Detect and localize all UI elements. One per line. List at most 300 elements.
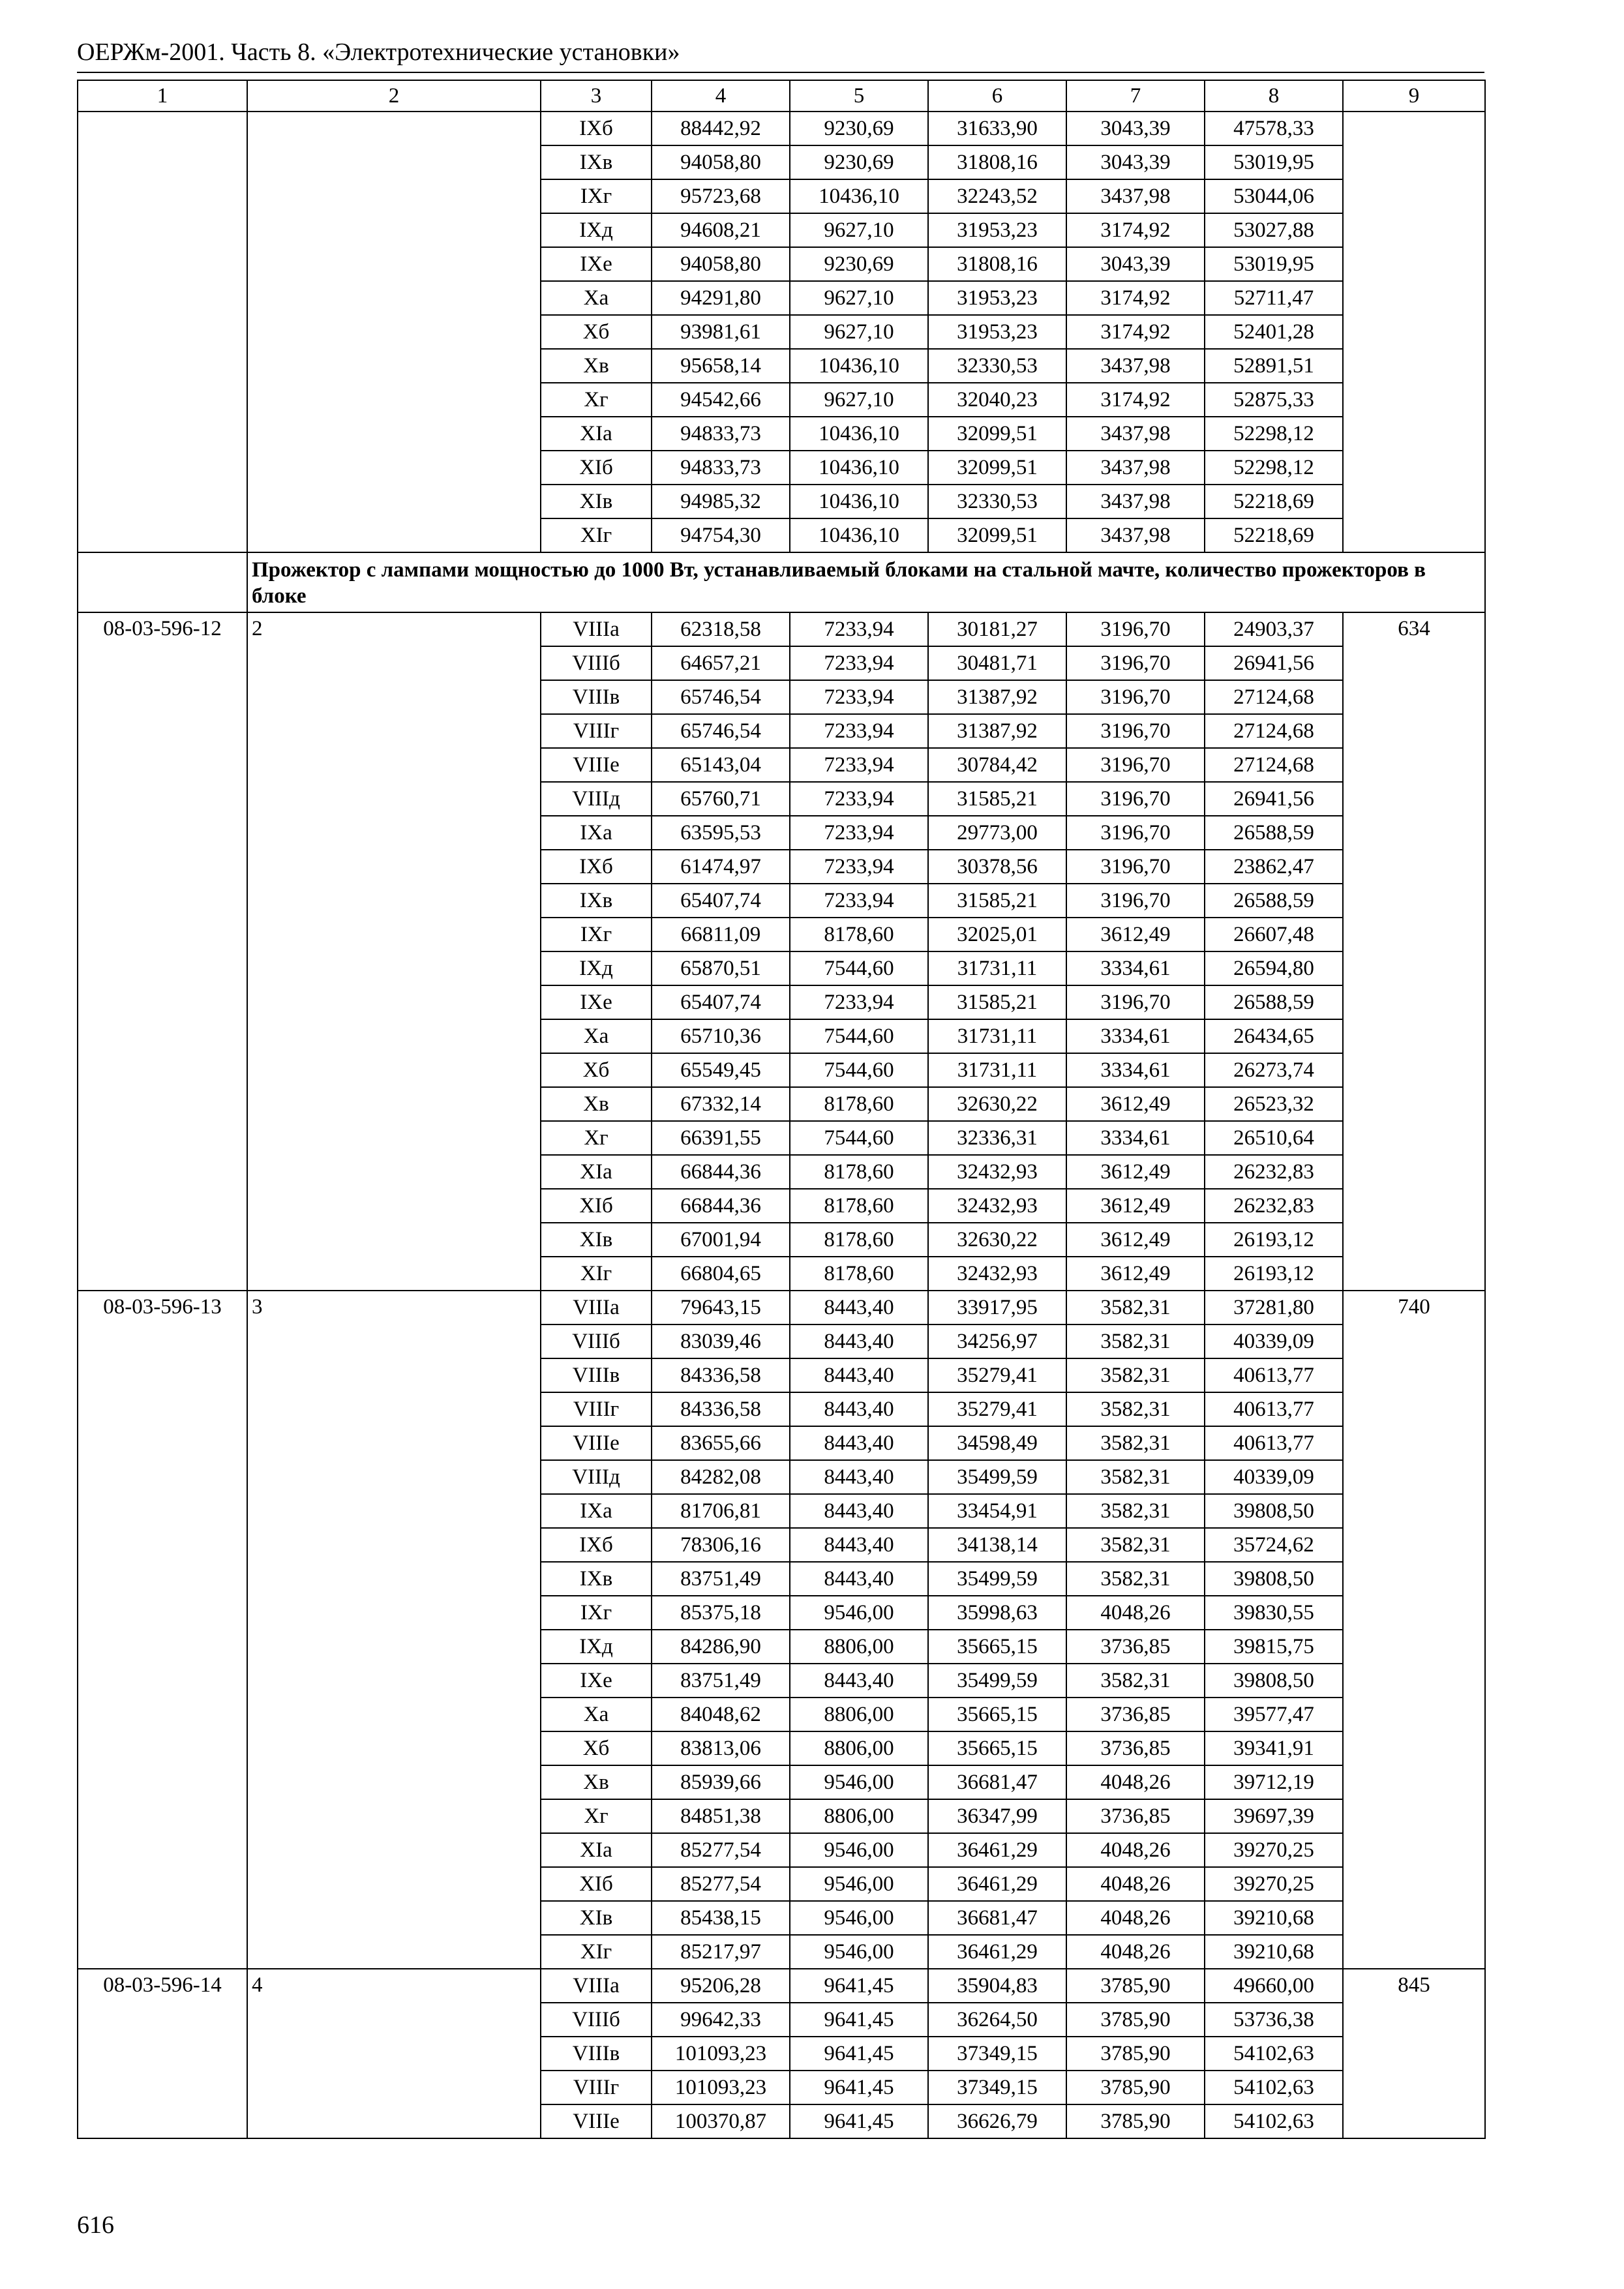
value-cell: 94754,30 [652, 518, 790, 552]
value-cell: 94833,73 [652, 451, 790, 485]
value-cell: 35279,41 [928, 1358, 1066, 1392]
value-cell: 3612,49 [1066, 1087, 1205, 1121]
value-cell: 7233,94 [790, 646, 928, 680]
zone-cell: VIIIа [541, 1291, 652, 1324]
value-cell: 7544,60 [790, 951, 928, 985]
value-cell: 9641,45 [790, 1969, 928, 2003]
value-cell: 52298,12 [1205, 451, 1343, 485]
column-header: 9 [1343, 80, 1485, 112]
page-header-title: ОЕРЖм-2001. Часть 8. «Электротехнические установки» [77, 38, 680, 66]
value-cell: 3437,98 [1066, 451, 1205, 485]
value-cell: 3582,31 [1066, 1528, 1205, 1562]
value-cell: 94542,66 [652, 383, 790, 417]
col9-value: 740 [1343, 1291, 1485, 1969]
value-cell: 32630,22 [928, 1087, 1066, 1121]
zone-cell: Xг [541, 1121, 652, 1155]
value-cell: 26594,80 [1205, 951, 1343, 985]
value-cell: 26941,56 [1205, 782, 1343, 816]
zone-cell: IXд [541, 213, 652, 247]
zone-cell: VIIIг [541, 2071, 652, 2104]
value-cell: 7233,94 [790, 816, 928, 850]
value-cell: 40339,09 [1205, 1460, 1343, 1494]
value-cell: 3785,90 [1066, 2003, 1205, 2037]
value-cell: 9230,69 [790, 145, 928, 179]
value-cell: 27124,68 [1205, 714, 1343, 748]
value-cell: 36681,47 [928, 1901, 1066, 1935]
value-cell: 94291,80 [652, 281, 790, 315]
rates-table [77, 80, 1486, 2139]
value-cell: 8443,40 [790, 1460, 928, 1494]
value-cell: 8443,40 [790, 1494, 928, 1528]
value-cell: 29773,00 [928, 816, 1066, 850]
value-cell: 100370,87 [652, 2104, 790, 2138]
value-cell: 52298,12 [1205, 417, 1343, 451]
value-cell: 47578,33 [1205, 112, 1343, 145]
value-cell: 3174,92 [1066, 383, 1205, 417]
value-cell: 26588,59 [1205, 816, 1343, 850]
value-cell: 32243,52 [928, 179, 1066, 213]
value-cell: 3334,61 [1066, 1019, 1205, 1053]
zone-cell: Xв [541, 1765, 652, 1799]
value-cell: 10436,10 [790, 485, 928, 518]
value-cell: 53019,95 [1205, 247, 1343, 281]
value-cell: 26193,12 [1205, 1223, 1343, 1257]
value-cell: 3582,31 [1066, 1426, 1205, 1460]
value-cell: 31731,11 [928, 1019, 1066, 1053]
value-cell: 52218,69 [1205, 485, 1343, 518]
value-cell: 3582,31 [1066, 1664, 1205, 1698]
value-cell: 7233,94 [790, 680, 928, 714]
value-cell: 32330,53 [928, 485, 1066, 518]
value-cell: 64657,21 [652, 646, 790, 680]
value-cell: 3334,61 [1066, 1053, 1205, 1087]
value-cell: 53044,06 [1205, 179, 1343, 213]
column-header: 8 [1205, 80, 1343, 112]
value-cell: 26607,48 [1205, 918, 1343, 951]
value-cell: 63595,53 [652, 816, 790, 850]
value-cell: 26941,56 [1205, 646, 1343, 680]
value-cell: 7233,94 [790, 612, 928, 646]
value-cell: 3582,31 [1066, 1291, 1205, 1324]
zone-cell: IXе [541, 1664, 652, 1698]
value-cell: 26588,59 [1205, 884, 1343, 918]
rate-code: 08-03-596-14 [78, 1969, 247, 2138]
value-cell: 7233,94 [790, 782, 928, 816]
section-title: Прожектор с лампами мощностью до 1000 Вт, устанавливаемый блоками на стальной мачте, количество прожекторов в блоке [247, 552, 1485, 612]
value-cell: 32040,23 [928, 383, 1066, 417]
value-cell: 3582,31 [1066, 1494, 1205, 1528]
zone-cell: XIг [541, 1935, 652, 1969]
value-cell: 3043,39 [1066, 145, 1205, 179]
value-cell: 66811,09 [652, 918, 790, 951]
value-cell: 10436,10 [790, 349, 928, 383]
value-cell: 8443,40 [790, 1664, 928, 1698]
value-cell: 39270,25 [1205, 1867, 1343, 1901]
value-cell: 3196,70 [1066, 816, 1205, 850]
column-number-row [78, 80, 1485, 112]
value-cell: 30784,42 [928, 748, 1066, 782]
zone-cell: XIа [541, 1155, 652, 1189]
value-cell: 66804,65 [652, 1257, 790, 1291]
value-cell: 67001,94 [652, 1223, 790, 1257]
table-row [78, 112, 1485, 145]
value-cell: 26193,12 [1205, 1257, 1343, 1291]
zone-cell: Xб [541, 315, 652, 349]
value-cell: 4048,26 [1066, 1901, 1205, 1935]
value-cell: 8178,60 [790, 1223, 928, 1257]
value-cell: 31731,11 [928, 951, 1066, 985]
value-cell: 35499,59 [928, 1460, 1066, 1494]
value-cell: 35279,41 [928, 1392, 1066, 1426]
value-cell: 61474,97 [652, 850, 790, 884]
value-cell: 84286,90 [652, 1630, 790, 1664]
value-cell: 35998,63 [928, 1596, 1066, 1630]
value-cell: 8443,40 [790, 1324, 928, 1358]
value-cell: 3196,70 [1066, 884, 1205, 918]
value-cell: 85375,18 [652, 1596, 790, 1630]
value-cell: 39808,50 [1205, 1664, 1343, 1698]
value-cell: 34598,49 [928, 1426, 1066, 1460]
value-cell: 31953,23 [928, 315, 1066, 349]
value-cell: 3437,98 [1066, 179, 1205, 213]
value-cell: 7233,94 [790, 748, 928, 782]
value-cell: 65760,71 [652, 782, 790, 816]
zone-cell: IXд [541, 1630, 652, 1664]
column-header: 7 [1066, 80, 1205, 112]
value-cell: 8443,40 [790, 1426, 928, 1460]
value-cell: 7233,94 [790, 850, 928, 884]
value-cell: 54102,63 [1205, 2104, 1343, 2138]
value-cell: 26588,59 [1205, 985, 1343, 1019]
zone-cell: VIIIе [541, 748, 652, 782]
table-body [78, 112, 1485, 2138]
column-header: 3 [541, 80, 652, 112]
value-cell: 49660,00 [1205, 1969, 1343, 2003]
value-cell: 85438,15 [652, 1901, 790, 1935]
value-cell: 101093,23 [652, 2037, 790, 2071]
value-cell: 3612,49 [1066, 1155, 1205, 1189]
value-cell: 8178,60 [790, 918, 928, 951]
value-cell: 39341,91 [1205, 1731, 1343, 1765]
value-cell: 8178,60 [790, 1189, 928, 1223]
value-cell: 4048,26 [1066, 1765, 1205, 1799]
value-cell: 83751,49 [652, 1562, 790, 1596]
value-cell: 33917,95 [928, 1291, 1066, 1324]
projector-count: 3 [247, 1291, 541, 1969]
zone-cell: XIг [541, 518, 652, 552]
value-cell: 3043,39 [1066, 112, 1205, 145]
column-header: 2 [247, 80, 541, 112]
value-cell: 83813,06 [652, 1731, 790, 1765]
zone-cell: VIIIд [541, 1460, 652, 1494]
value-cell: 39815,75 [1205, 1630, 1343, 1664]
value-cell: 85217,97 [652, 1935, 790, 1969]
value-cell: 85939,66 [652, 1765, 790, 1799]
value-cell: 36461,29 [928, 1833, 1066, 1867]
zone-cell: Xв [541, 1087, 652, 1121]
value-cell: 23862,47 [1205, 850, 1343, 884]
col9-cell [1343, 112, 1485, 552]
value-cell: 78306,16 [652, 1528, 790, 1562]
value-cell: 99642,33 [652, 2003, 790, 2037]
value-cell: 39210,68 [1205, 1901, 1343, 1935]
zone-cell: VIIIа [541, 612, 652, 646]
value-cell: 4048,26 [1066, 1833, 1205, 1867]
value-cell: 24903,37 [1205, 612, 1343, 646]
value-cell: 3174,92 [1066, 281, 1205, 315]
value-cell: 36347,99 [928, 1799, 1066, 1833]
zone-cell: XIб [541, 451, 652, 485]
value-cell: 7233,94 [790, 884, 928, 918]
value-cell: 31808,16 [928, 247, 1066, 281]
value-cell: 65870,51 [652, 951, 790, 985]
value-cell: 3196,70 [1066, 748, 1205, 782]
value-cell: 95658,14 [652, 349, 790, 383]
col9-value: 845 [1343, 1969, 1485, 2138]
value-cell: 9627,10 [790, 213, 928, 247]
value-cell: 9546,00 [790, 1867, 928, 1901]
value-cell: 3196,70 [1066, 782, 1205, 816]
value-cell: 32336,31 [928, 1121, 1066, 1155]
value-cell: 7544,60 [790, 1019, 928, 1053]
value-cell: 7233,94 [790, 714, 928, 748]
zone-cell: Xа [541, 1698, 652, 1731]
table-row [78, 612, 1485, 646]
value-cell: 3174,92 [1066, 213, 1205, 247]
zone-cell: IXа [541, 816, 652, 850]
value-cell: 53019,95 [1205, 145, 1343, 179]
value-cell: 4048,26 [1066, 1867, 1205, 1901]
zone-cell: IXе [541, 985, 652, 1019]
zone-cell: VIIIд [541, 782, 652, 816]
value-cell: 94058,80 [652, 247, 790, 281]
value-cell: 52401,28 [1205, 315, 1343, 349]
value-cell: 8443,40 [790, 1562, 928, 1596]
value-cell: 27124,68 [1205, 680, 1343, 714]
zone-cell: XIа [541, 417, 652, 451]
value-cell: 65710,36 [652, 1019, 790, 1053]
header-divider [77, 72, 1484, 73]
zone-cell: Xг [541, 1799, 652, 1833]
projector-count: 4 [247, 1969, 541, 2138]
zone-cell: IXб [541, 112, 652, 145]
value-cell: 65407,74 [652, 884, 790, 918]
value-cell: 9546,00 [790, 1596, 928, 1630]
value-cell: 3043,39 [1066, 247, 1205, 281]
value-cell: 27124,68 [1205, 748, 1343, 782]
value-cell: 36461,29 [928, 1935, 1066, 1969]
zone-cell: VIIIе [541, 1426, 652, 1460]
value-cell: 26232,83 [1205, 1189, 1343, 1223]
value-cell: 31953,23 [928, 213, 1066, 247]
zone-cell: IXг [541, 179, 652, 213]
zone-cell: Xб [541, 1731, 652, 1765]
value-cell: 53736,38 [1205, 2003, 1343, 2037]
value-cell: 32025,01 [928, 918, 1066, 951]
zone-cell: VIIIг [541, 714, 652, 748]
value-cell: 7544,60 [790, 1053, 928, 1087]
table-row [78, 1969, 1485, 2003]
value-cell: 83751,49 [652, 1664, 790, 1698]
value-cell: 84282,08 [652, 1460, 790, 1494]
value-cell: 31585,21 [928, 985, 1066, 1019]
table-row [78, 1291, 1485, 1324]
value-cell: 30378,56 [928, 850, 1066, 884]
value-cell: 9546,00 [790, 1833, 928, 1867]
zone-cell: VIIIв [541, 2037, 652, 2071]
value-cell: 35665,15 [928, 1698, 1066, 1731]
value-cell: 52875,33 [1205, 383, 1343, 417]
value-cell: 32099,51 [928, 518, 1066, 552]
value-cell: 65143,04 [652, 748, 790, 782]
value-cell: 32099,51 [928, 451, 1066, 485]
value-cell: 8806,00 [790, 1731, 928, 1765]
value-cell: 79643,15 [652, 1291, 790, 1324]
value-cell: 40339,09 [1205, 1324, 1343, 1358]
value-cell: 3196,70 [1066, 850, 1205, 884]
value-cell: 31808,16 [928, 145, 1066, 179]
value-cell: 8806,00 [790, 1698, 928, 1731]
value-cell: 9641,45 [790, 2104, 928, 2138]
value-cell: 26510,64 [1205, 1121, 1343, 1155]
value-cell: 9546,00 [790, 1765, 928, 1799]
value-cell: 3785,90 [1066, 2104, 1205, 2138]
value-cell: 3334,61 [1066, 951, 1205, 985]
value-cell: 3582,31 [1066, 1358, 1205, 1392]
value-cell: 9230,69 [790, 247, 928, 281]
zone-cell: IXг [541, 1596, 652, 1630]
value-cell: 3582,31 [1066, 1392, 1205, 1426]
zone-cell: IXв [541, 1562, 652, 1596]
value-cell: 30181,27 [928, 612, 1066, 646]
value-cell: 8806,00 [790, 1799, 928, 1833]
value-cell: 39577,47 [1205, 1698, 1343, 1731]
value-cell: 39712,19 [1205, 1765, 1343, 1799]
value-cell: 94058,80 [652, 145, 790, 179]
rate-code: 08-03-596-13 [78, 1291, 247, 1969]
zone-cell: IXе [541, 247, 652, 281]
value-cell: 3736,85 [1066, 1799, 1205, 1833]
zone-cell: IXв [541, 145, 652, 179]
value-cell: 31585,21 [928, 884, 1066, 918]
value-cell: 3196,70 [1066, 714, 1205, 748]
value-cell: 35724,62 [1205, 1528, 1343, 1562]
value-cell: 3437,98 [1066, 485, 1205, 518]
value-cell: 84336,58 [652, 1392, 790, 1426]
value-cell: 37349,15 [928, 2071, 1066, 2104]
value-cell: 9230,69 [790, 112, 928, 145]
projector-count: 2 [247, 612, 541, 1291]
value-cell: 32099,51 [928, 417, 1066, 451]
value-cell: 54102,63 [1205, 2071, 1343, 2104]
value-cell: 3437,98 [1066, 349, 1205, 383]
value-cell: 3612,49 [1066, 1257, 1205, 1291]
column-header: 5 [790, 80, 928, 112]
value-cell: 94833,73 [652, 417, 790, 451]
value-cell: 36626,79 [928, 2104, 1066, 2138]
zone-cell: VIIIб [541, 646, 652, 680]
value-cell: 8178,60 [790, 1155, 928, 1189]
value-cell: 32432,93 [928, 1189, 1066, 1223]
zone-cell: VIIIв [541, 1358, 652, 1392]
value-cell: 3196,70 [1066, 612, 1205, 646]
value-cell: 3582,31 [1066, 1460, 1205, 1494]
value-cell: 31953,23 [928, 281, 1066, 315]
value-cell: 3612,49 [1066, 1223, 1205, 1257]
value-cell: 8806,00 [790, 1630, 928, 1664]
value-cell: 95723,68 [652, 179, 790, 213]
code-cell [78, 112, 247, 552]
value-cell: 84336,58 [652, 1358, 790, 1392]
value-cell: 9641,45 [790, 2003, 928, 2037]
value-cell: 4048,26 [1066, 1935, 1205, 1969]
value-cell: 32432,93 [928, 1155, 1066, 1189]
value-cell: 26232,83 [1205, 1155, 1343, 1189]
value-cell: 65746,54 [652, 714, 790, 748]
zone-cell: XIа [541, 1833, 652, 1867]
value-cell: 94985,32 [652, 485, 790, 518]
value-cell: 53027,88 [1205, 213, 1343, 247]
page-number: 616 [77, 2211, 114, 2239]
zone-cell: XIб [541, 1867, 652, 1901]
value-cell: 31633,90 [928, 112, 1066, 145]
section-blank-cell [78, 552, 247, 612]
value-cell: 35665,15 [928, 1630, 1066, 1664]
value-cell: 93981,61 [652, 315, 790, 349]
value-cell: 39210,68 [1205, 1935, 1343, 1969]
value-cell: 62318,58 [652, 612, 790, 646]
value-cell: 101093,23 [652, 2071, 790, 2104]
value-cell: 3612,49 [1066, 1189, 1205, 1223]
column-header: 1 [78, 80, 247, 112]
value-cell: 8443,40 [790, 1528, 928, 1562]
zone-cell: VIIIб [541, 1324, 652, 1358]
value-cell: 3196,70 [1066, 985, 1205, 1019]
value-cell: 3196,70 [1066, 646, 1205, 680]
value-cell: 3437,98 [1066, 518, 1205, 552]
value-cell: 10436,10 [790, 451, 928, 485]
value-cell: 3582,31 [1066, 1324, 1205, 1358]
value-cell: 9627,10 [790, 383, 928, 417]
value-cell: 9546,00 [790, 1935, 928, 1969]
zone-cell: IXб [541, 850, 652, 884]
value-cell: 7544,60 [790, 1121, 928, 1155]
zone-cell: VIIIб [541, 2003, 652, 2037]
value-cell: 32630,22 [928, 1223, 1066, 1257]
value-cell: 67332,14 [652, 1087, 790, 1121]
value-cell: 85277,54 [652, 1833, 790, 1867]
value-cell: 10436,10 [790, 179, 928, 213]
zone-cell: VIIIе [541, 2104, 652, 2138]
value-cell: 34138,14 [928, 1528, 1066, 1562]
zone-cell: Xг [541, 383, 652, 417]
value-cell: 3582,31 [1066, 1562, 1205, 1596]
value-cell: 8443,40 [790, 1291, 928, 1324]
value-cell: 10436,10 [790, 518, 928, 552]
value-cell: 30481,71 [928, 646, 1066, 680]
value-cell: 40613,77 [1205, 1426, 1343, 1460]
value-cell: 95206,28 [652, 1969, 790, 2003]
value-cell: 3334,61 [1066, 1121, 1205, 1155]
value-cell: 8443,40 [790, 1358, 928, 1392]
value-cell: 7233,94 [790, 985, 928, 1019]
value-cell: 3196,70 [1066, 680, 1205, 714]
value-cell: 3174,92 [1066, 315, 1205, 349]
zone-cell: XIб [541, 1189, 652, 1223]
zone-cell: Xа [541, 281, 652, 315]
zone-cell: VIIIг [541, 1392, 652, 1426]
value-cell: 26523,32 [1205, 1087, 1343, 1121]
